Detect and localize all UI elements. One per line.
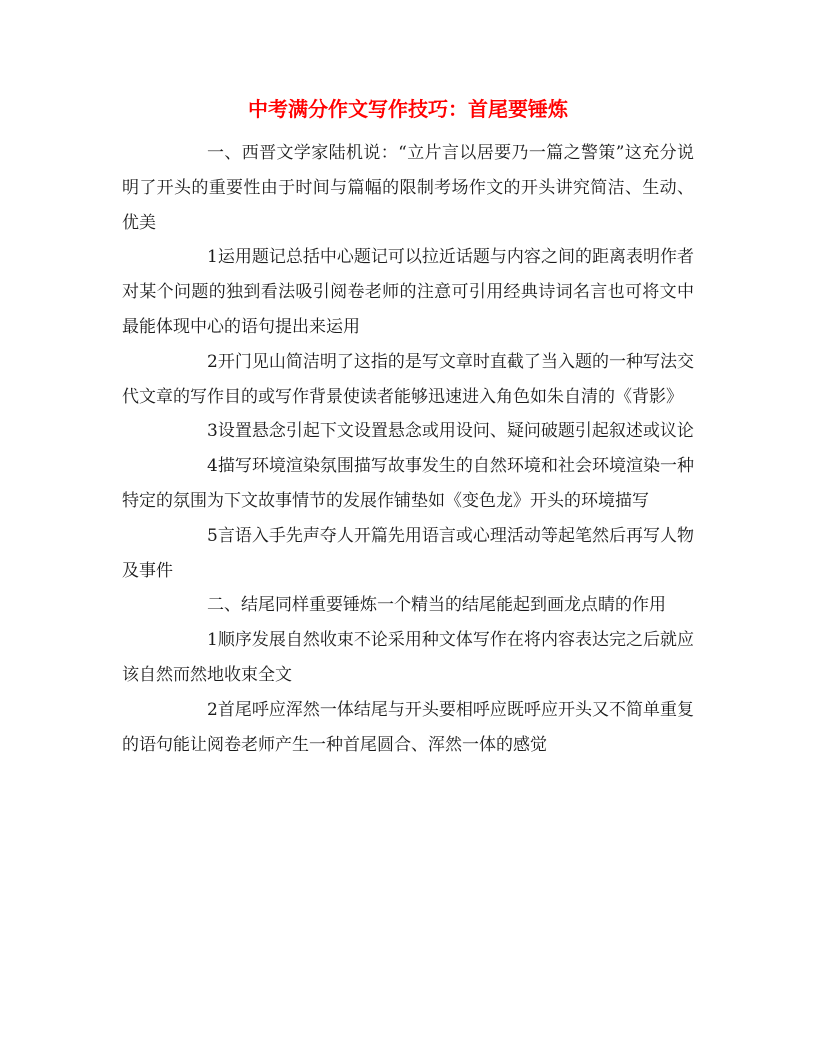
paragraph-opening-method-4: 4描写环境渲染氛围描写故事发生的自然环境和社会环境渲染一种特定的氛围为下文故事情节的发展作铺垫如《变色龙》开头的环境描写 (122, 456, 694, 511)
paragraph-ending-method-1: 1顺序发展自然收束不论采用种文体写作在将内容表达完之后就应该自然而然地收束全文 (122, 630, 694, 685)
paragraph-opening-method-3: 3设置悬念引起下文设置悬念或用设问、疑问破题引起叙述或议论 (207, 421, 694, 442)
document-body (122, 136, 694, 762)
paragraph-opening-intro: 一、西晋文学家陆机说：“立片言以居要乃一篇之警策”这充分说明了开头的重要性由于时间与篇幅的限制考场作文的开头讲究简洁、生动、优美 (122, 143, 694, 233)
paragraph-opening-method-5: 5言语入手先声夺人开篇先用语言或心理活动等起笔然后再写人物及事件 (122, 525, 694, 581)
paragraph-opening-method-1: 1运用题记总括中心题记可以拉近话题与内容之间的距离表明作者对某个问题的独到看法吸引阅卷老师的注意可引用经典诗词名言也可将文中最能体现中心的语句提出来运用 (122, 247, 694, 337)
paragraph-ending-intro: 二、结尾同样重要锤炼一个精当的结尾能起到画龙点睛的作用 (207, 595, 666, 616)
paragraph-opening-method-2: 2开门见山简洁明了这指的是写文章时直截了当入题的一种写法交代文章的写作目的或写作背景使读者能够迅速进入角色如朱自清的《背影》 (122, 351, 694, 407)
document-title: 中考满分作文写作技巧：首尾要锤炼 (248, 97, 568, 121)
paragraph-ending-method-2: 2首尾呼应浑然一体结尾与开头要相呼应既呼应开头又不简单重复的语句能让阅卷老师产生一种首尾圆合、浑然一体的感觉 (122, 699, 694, 755)
